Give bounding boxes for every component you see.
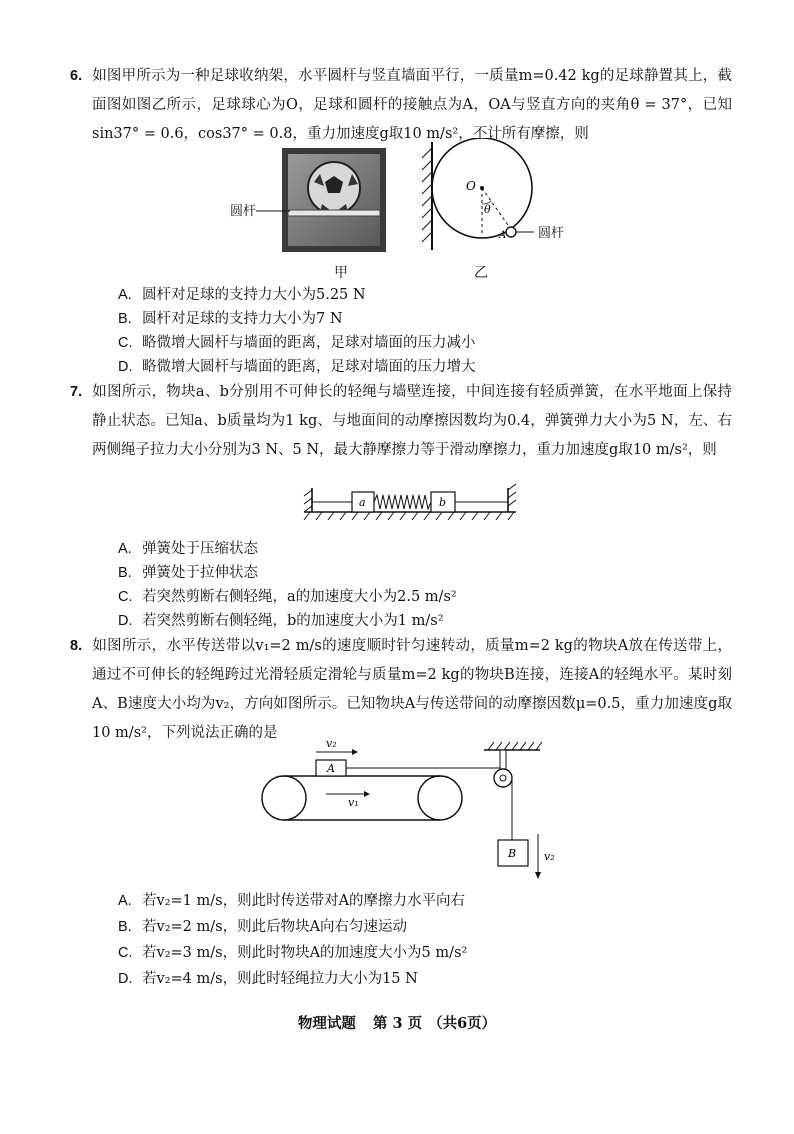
point-a-label: A — [499, 230, 507, 241]
option-letter: D. — [118, 971, 133, 987]
option-c[interactable] — [118, 586, 457, 608]
question-number: 8. — [70, 638, 83, 654]
option-text: 弹簧处于拉伸状态 — [142, 565, 258, 581]
option-c[interactable] — [118, 332, 476, 354]
option-letter: B. — [118, 565, 132, 581]
option-text: 圆杆对足球的支持力大小为5.25 N — [142, 287, 366, 303]
footer-total: （共6页） — [428, 1015, 497, 1032]
question-7-stem — [70, 378, 732, 465]
question-number: 6. — [70, 68, 83, 84]
question-text: 如图所示，物块a、b分别用不可伸长的轻绳与墙壁连接，中间连接有轻质弹簧，在水平地面上保持静止状态。已知a、b质量均为1 kg、与地面间的动摩擦因数均为0.4，弹簧弹力大小为5 N，左、右两侧绳子拉力大小分别为3 N、5 N，最大静摩擦力等于滑动摩擦力，重力加速度g取10 m/s²，则 — [92, 384, 732, 458]
option-b[interactable] — [118, 308, 343, 330]
option-d[interactable] — [118, 356, 476, 378]
block-a-label: a — [359, 496, 366, 509]
block-A-label: A — [327, 762, 335, 775]
question-8-stem — [70, 632, 732, 748]
option-text: 若突然剪断右侧轻绳，b的加速度大小为1 m/s² — [142, 613, 444, 629]
option-b[interactable] — [118, 916, 407, 938]
rod-label: 圆杆 — [538, 226, 565, 241]
option-c[interactable] — [118, 942, 467, 964]
rod-label: 圆杆 — [230, 204, 257, 219]
figure-spring-blocks — [300, 482, 520, 532]
block-B-label: B — [508, 847, 517, 860]
option-letter: A. — [118, 893, 132, 909]
question-text: 如图甲所示为一种足球收纳架，水平圆杆与竖直墙面平行，一质量m=0.42 kg的足球静置其上，截面图如图乙所示，足球球心为O，足球和圆杆的接触点为A，OA与竖直方向的夹角θ = 37°，已知sin37° = 0.6，cos37° = 0.8，重力加速度g取10 m/s²，不计所有摩擦，则 — [92, 68, 732, 142]
option-letter: C. — [118, 589, 133, 605]
figure-yi — [416, 138, 586, 260]
footer-page: 第 3 页 — [372, 1015, 423, 1032]
option-text: 略微增大圆杆与墙面的距离，足球对墙面的压力增大 — [142, 359, 476, 375]
option-text: 若v₂=4 m/s，则此时轻绳拉力大小为15 N — [142, 971, 418, 987]
v2-label-a: v₂ — [326, 737, 337, 750]
caption-yi: 乙 — [474, 265, 488, 281]
option-a[interactable] — [118, 284, 366, 306]
option-a[interactable] — [118, 538, 258, 560]
angle-theta-label: θ — [484, 203, 491, 216]
caption-jia: 甲 — [334, 265, 348, 281]
option-letter: B. — [118, 919, 132, 935]
v2-label-b: v₂ — [544, 850, 555, 863]
option-text: 若v₂=3 m/s，则此时物块A的加速度大小为5 m/s² — [142, 945, 468, 961]
option-text: 若v₂=1 m/s，则此时传送带对A的摩擦力水平向右 — [142, 893, 466, 909]
option-text: 若v₂=2 m/s，则此后物块A向右匀速运动 — [142, 919, 408, 935]
block-b-label: b — [439, 496, 447, 509]
option-letter: B. — [118, 311, 132, 327]
option-letter: C. — [118, 335, 133, 351]
option-letter: A. — [118, 541, 132, 557]
option-text: 圆杆对足球的支持力大小为7 N — [142, 311, 343, 327]
v1-label: v₁ — [348, 796, 359, 809]
question-text: 如图所示，水平传送带以v₁=2 m/s的速度顺时针匀速转动，质量m=2 kg的物块A放在传送带上，通过不可伸长的轻绳跨过光滑轻质定滑轮与质量m=2 kg的物块B连接，连接A的轻绳水平。某时刻A、B速度大小均为v₂，方向如图所示。已知物块A与传送带间的动摩擦因数μ=0.5，重力加速度g取10 m/s²，下列说法正确的是 — [92, 638, 732, 741]
footer-subject: 物理试题 — [297, 1015, 356, 1032]
option-letter: C. — [118, 945, 133, 961]
option-letter: D. — [118, 359, 133, 375]
spring — [374, 495, 431, 509]
option-letter: A. — [118, 287, 132, 303]
question-6-stem — [70, 62, 732, 149]
point-o-label: O — [466, 179, 476, 193]
option-text: 弹簧处于压缩状态 — [142, 541, 258, 557]
question-number: 7. — [70, 384, 83, 400]
option-text: 略微增大圆杆与墙面的距离，足球对墙面的压力减小 — [142, 335, 476, 351]
option-a[interactable] — [118, 890, 465, 912]
option-b[interactable] — [118, 562, 258, 584]
option-letter: D. — [118, 613, 133, 629]
option-d[interactable] — [118, 610, 444, 632]
option-text: 若突然剪断右侧轻绳，a的加速度大小为2.5 m/s² — [142, 589, 457, 605]
figure-conveyor — [254, 736, 564, 888]
figure-jia — [230, 144, 400, 260]
option-d[interactable] — [118, 968, 418, 990]
page-footer — [0, 1012, 794, 1033]
